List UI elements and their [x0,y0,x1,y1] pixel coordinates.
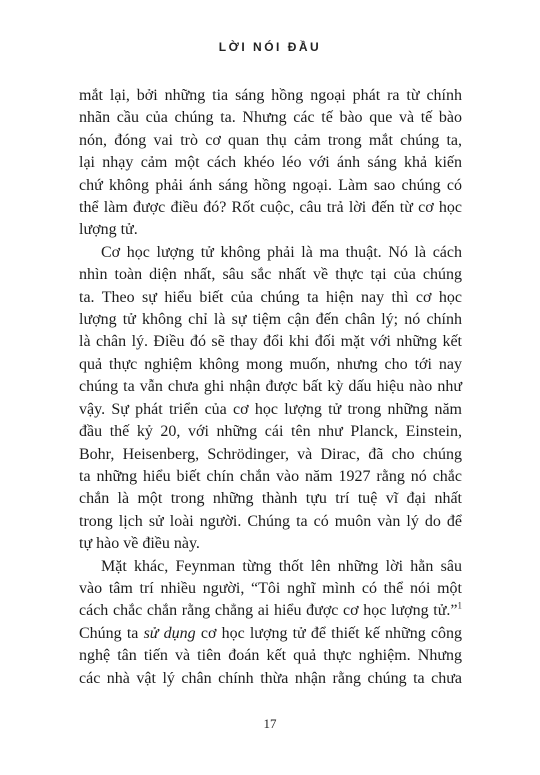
emphasis-text: sử dụng [143,624,196,642]
text-line: chứ không phải ánh sáng hồng ngoại. Làm sao chúng có [79,176,462,194]
text-line: quả thực nghiệm không mong muốn, nhưng cho tới nay [79,355,462,373]
quote-text: cách chắc chắn rằng chẳng ai hiểu được cơ học lượng tử.” [79,602,458,620]
text-line: chắn là một trong những thành tựu trí tuệ vĩ đại nhất [79,490,462,508]
text-line: các nhà vật lý chân chính thừa nhận rằng chúng ta chưa [79,669,462,687]
text-line: lượng tử. [79,221,138,239]
text-line: lại nhạy cảm một cách khéo léo với ánh sáng khả kiến [79,154,462,172]
text-line: vào tâm trí nhiều người, “Tôi nghĩ mình có thể nói một [79,579,462,597]
text-line: mắt lại, bởi những tia sáng hồng ngoại phát ra từ chính [79,87,462,104]
page-number: 17 [263,716,277,731]
footnote-marker: 1 [457,601,462,612]
text-line: Bohr, Heisenberg, Schrödinger, và Dirac, đã cho chúng [79,445,462,463]
text-line: ta những hiểu biết chín chắn vào năm 1927 rằng nó chắc [79,467,462,485]
text-line: nón, đóng vai trò cơ quan thụ cảm trong mắt chúng ta, [79,131,462,149]
text-line: chúng ta vẫn chưa ghi nhận được bất kỳ dấu hiệu nào như [79,378,462,396]
text-line: nghệ tân tiến và tiên đoán kết quả thực nghiệm. Nhưng [79,647,462,665]
text-line [79,623,462,645]
text-line: lượng tử không chỉ là sự tiệm cận đến chân lý; nó chính [79,311,462,329]
text-line: tự hào về điều này. [79,535,200,553]
text-line: ta. Theo sự hiểu biết của chúng ta hiện nay thì cơ học [79,288,462,306]
text-line: nhìn toàn diện nhất, sâu sắc nhất về thực tại của chúng [79,266,462,284]
text-line: thể làm được điều đó? Rốt cuộc, câu trả lời đến từ cơ học [79,199,462,217]
paragraph-3 [79,556,462,690]
text-line: là chân lý. Điều đó sẽ thay đổi khi đối mặt với những kết [79,333,462,351]
text-run: Chúng ta [79,624,144,642]
body-text [79,85,462,690]
text-run: cơ học lượng tử để thiết kế những công [195,624,462,642]
paragraph-2 [79,242,462,556]
paragraph-1 [79,85,462,242]
text-line [79,600,462,622]
text-line: nhãn cầu của chúng ta. Nhưng các tế bào que và tế bào [79,109,462,127]
text-line: đầu thế kỷ 20, với những cái tên như Planck, Einstein, [79,423,462,441]
text-line: Mặt khác, Feynman từng thốt lên những lời hằn sâu [101,557,462,575]
text-line: vậy. Sự phát triển của cơ học lượng tử trong những năm [79,400,462,418]
running-head: LỜI NÓI ĐẦU [218,40,322,54]
text-line: Cơ học lượng tử không phải là ma thuật. Nó là cách [101,243,462,261]
text-line: trong lịch sử loài người. Chúng ta có muôn vàn lý do để [79,512,462,530]
